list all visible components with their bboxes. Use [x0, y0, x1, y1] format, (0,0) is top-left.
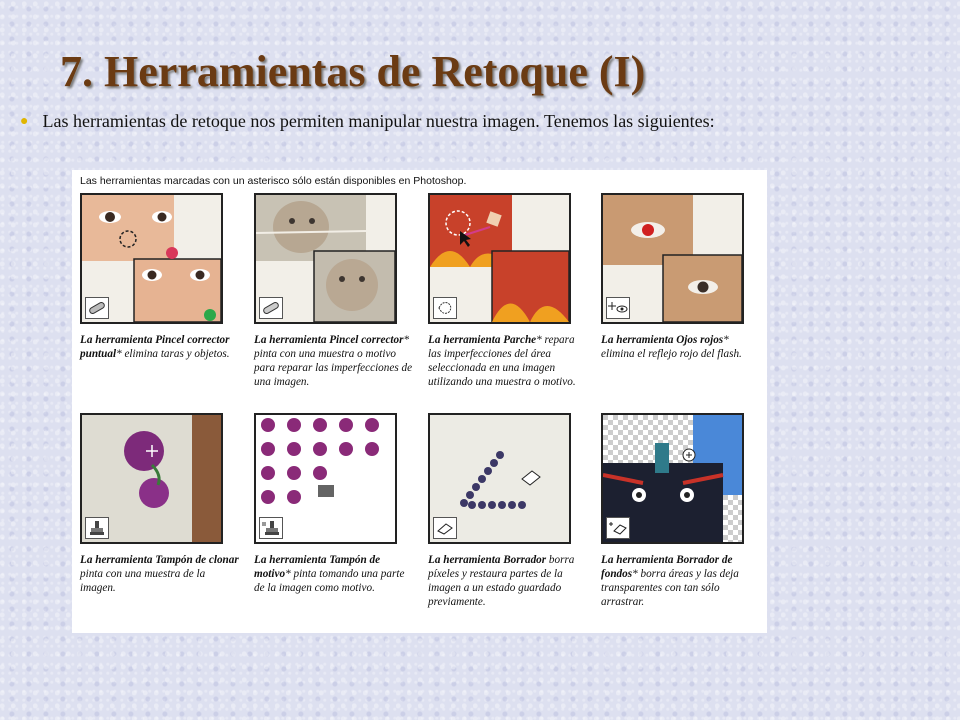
panel-patch — [428, 193, 571, 324]
panel-healing-brush — [254, 193, 397, 324]
spot-healing-brush-icon — [85, 297, 109, 319]
tool-caption-8: La herramienta Borrador de fondos* borra áreas y las deja transparentes con tan sólo arrastrar. — [601, 554, 739, 608]
pattern-stamp-icon — [259, 517, 283, 539]
slide-title: 7. Herramientas de Retoque (I) — [60, 47, 646, 96]
eraser-icon — [433, 517, 457, 539]
background-eraser-icon — [606, 517, 630, 539]
healing-brush-icon — [259, 297, 283, 319]
panel-background-eraser — [601, 413, 744, 544]
tool-caption-2: La herramienta Pincel corrector* pinta con una muestra o motivo para reparar las imperfecciones de una imagen. — [254, 334, 413, 388]
tool-caption-1: La herramienta Pincel corrector puntual* elimina taras y objetos. — [80, 334, 230, 360]
panel-pattern-stamp — [254, 413, 397, 544]
tool-caption-7: La herramienta Borrador borra píxeles y restaura partes de la imagen a un estado guardado previamente. — [428, 554, 575, 608]
panel-red-eye — [601, 193, 744, 324]
patch-icon — [433, 297, 457, 319]
clone-stamp-icon — [85, 517, 109, 539]
figure-caption: Las herramientas marcadas con un asterisco sólo están disponibles en Photoshop. — [80, 175, 467, 187]
tool-caption-3: La herramienta Parche* repara las imperfecciones del área seleccionada en una imagen utilizando una muestra o motivo. — [428, 334, 576, 388]
tools-figure — [72, 170, 767, 633]
panel-spot-healing — [80, 193, 223, 324]
panel-eraser — [428, 413, 571, 544]
tool-caption-6: La herramienta Tampón de motivo* pinta tomando una parte de la imagen como motivo. — [254, 554, 405, 594]
bullet-icon: ● — [20, 114, 29, 129]
tool-caption-5: La herramienta Tampón de clonar pinta con una muestra de la imagen. — [80, 554, 239, 594]
tool-caption-4: La herramienta Ojos rojos* elimina el reflejo rojo del flash. — [601, 334, 742, 360]
red-eye-icon — [606, 297, 630, 319]
panel-clone-stamp — [80, 413, 223, 544]
bullet-text: Las herramientas de retoque nos permiten manipular nuestra imagen. Tenemos las siguientes: — [42, 111, 715, 131]
bullet-item — [20, 111, 715, 132]
